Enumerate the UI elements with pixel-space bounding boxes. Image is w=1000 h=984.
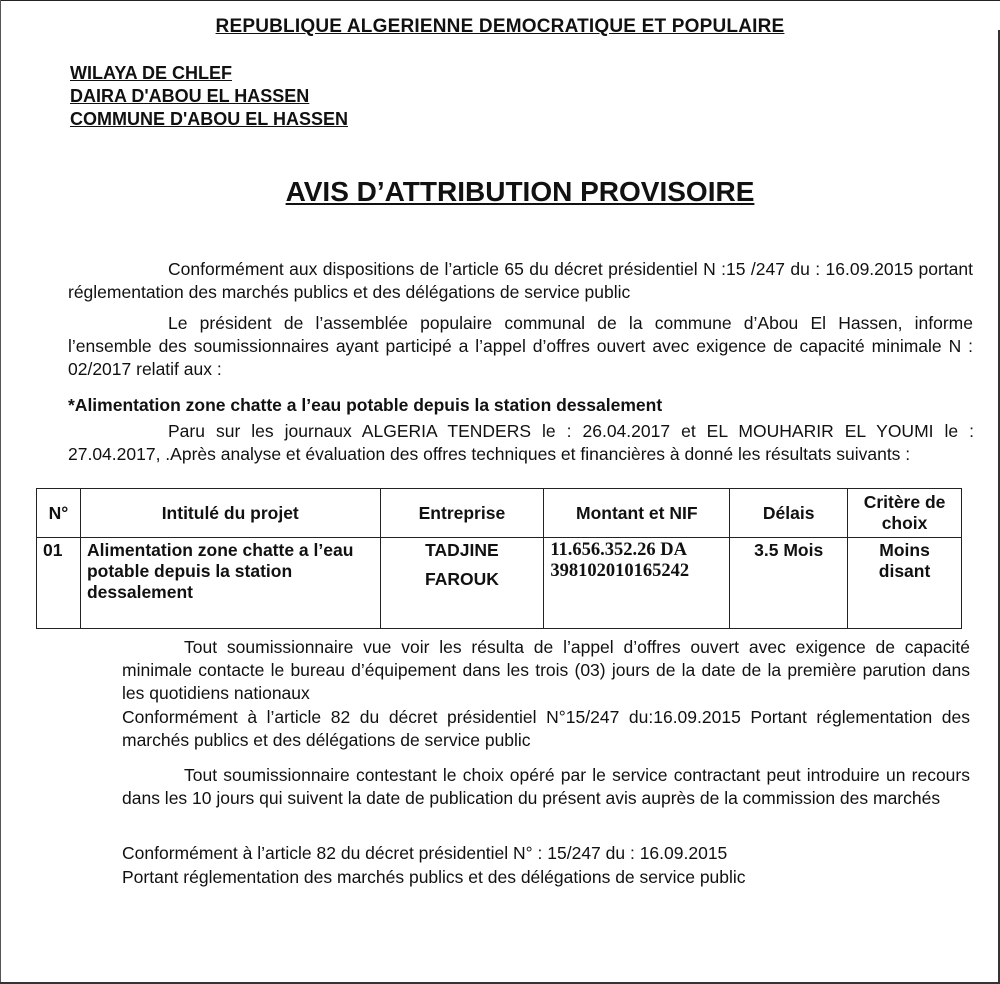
commune-label: COMMUNE D'ABOU EL HASSEN — [70, 109, 348, 129]
company-line-2: FAROUK — [424, 569, 499, 589]
intro-paragraph-3: Paru sur les journaux ALGERIA TENDERS le : 26.04.2017 et EL MOUHARIR EL YOUMI le : 27.04.2017, .Après analyse et évaluation des offres techniques et financières à donné les résultats suivants : — [68, 421, 974, 464]
header-num: N° — [37, 489, 81, 538]
results-table — [36, 488, 962, 629]
company-line-1: TADJINE — [425, 540, 499, 560]
amount-value: 11.656.352.26 DA — [550, 540, 688, 560]
nif-value: 398102010165242 — [550, 561, 690, 581]
after-paragraph-5: Portant réglementation des marchés publics et des délégations de service public — [122, 867, 746, 887]
row-criteria: Moins disant — [848, 538, 962, 629]
daira-label: DAIRA D'ABOU EL HASSEN — [70, 86, 310, 106]
header-delay: Délais — [730, 489, 848, 538]
header-company: Entreprise — [380, 489, 544, 538]
administration-block — [70, 62, 348, 131]
after-paragraph-3: Tout soumissionnaire contestant le choix opéré par le service contractant peut introduire un recours dans les 10 jours qui suivent la date de publication du présent avis auprès de la commission des marchés — [122, 765, 970, 808]
row-delay: 3.5 Mois — [730, 538, 848, 629]
after-paragraph-2: Conformément à l’article 82 du décret présidentiel N°15/247 du:16.09.2015 Portant réglementation des marchés publics et des délégations de service public — [122, 707, 970, 750]
frame-top-line — [0, 0, 1000, 1]
wilaya-label: WILAYA DE CHLEF — [70, 63, 233, 83]
row-num: 01 — [37, 538, 81, 629]
notice-title: AVIS D’ATTRIBUTION PROVISOIRE — [285, 176, 755, 207]
row-amount — [544, 538, 730, 629]
after-paragraph-4: Conformément à l’article 82 du décret présidentiel N° : 15/247 du : 16.09.2015 — [122, 843, 728, 863]
table-row — [37, 538, 962, 629]
row-project: Alimentation zone chatte a l’eau potable depuis la station dessalement — [80, 538, 380, 629]
republic-heading: REPUBLIQUE ALGERIENNE DEMOCRATIQUE ET POPULAIRE — [215, 16, 785, 37]
intro-paragraph-1: Conformément aux dispositions de l’article 65 du décret présidentiel N :15 /247 du : 16.09.2015 portant réglementation des marchés publics et des délégations de service public — [68, 259, 973, 302]
header-amount: Montant et NIF — [544, 489, 730, 538]
row-company — [380, 538, 544, 629]
frame-left-line — [0, 0, 1, 984]
subject-line: *Alimentation zone chatte a l’eau potable depuis la station dessalement — [68, 395, 663, 415]
intro-paragraph-2: Le président de l’assemblée populaire communal de la commune d’Abou El Hassen, informe l’ensemble des soumissionnaires ayant participé a l’appel d’offres ouvert avec exigence de capacité minimale N : 02/2017 relatif aux : — [68, 313, 973, 379]
header-project: Intitulé du projet — [80, 489, 380, 538]
table-header-row — [37, 489, 962, 538]
header-criteria: Critère de choix — [848, 489, 962, 538]
after-paragraph-1: Tout soumissionnaire vue voir les résulta de l’appel d’offres ouvert avec exigence de capacité minimale contacte le bureau d’équipement dans les trois (03) jours de la date de la première parution dans les quotidiens nationaux — [122, 637, 970, 703]
